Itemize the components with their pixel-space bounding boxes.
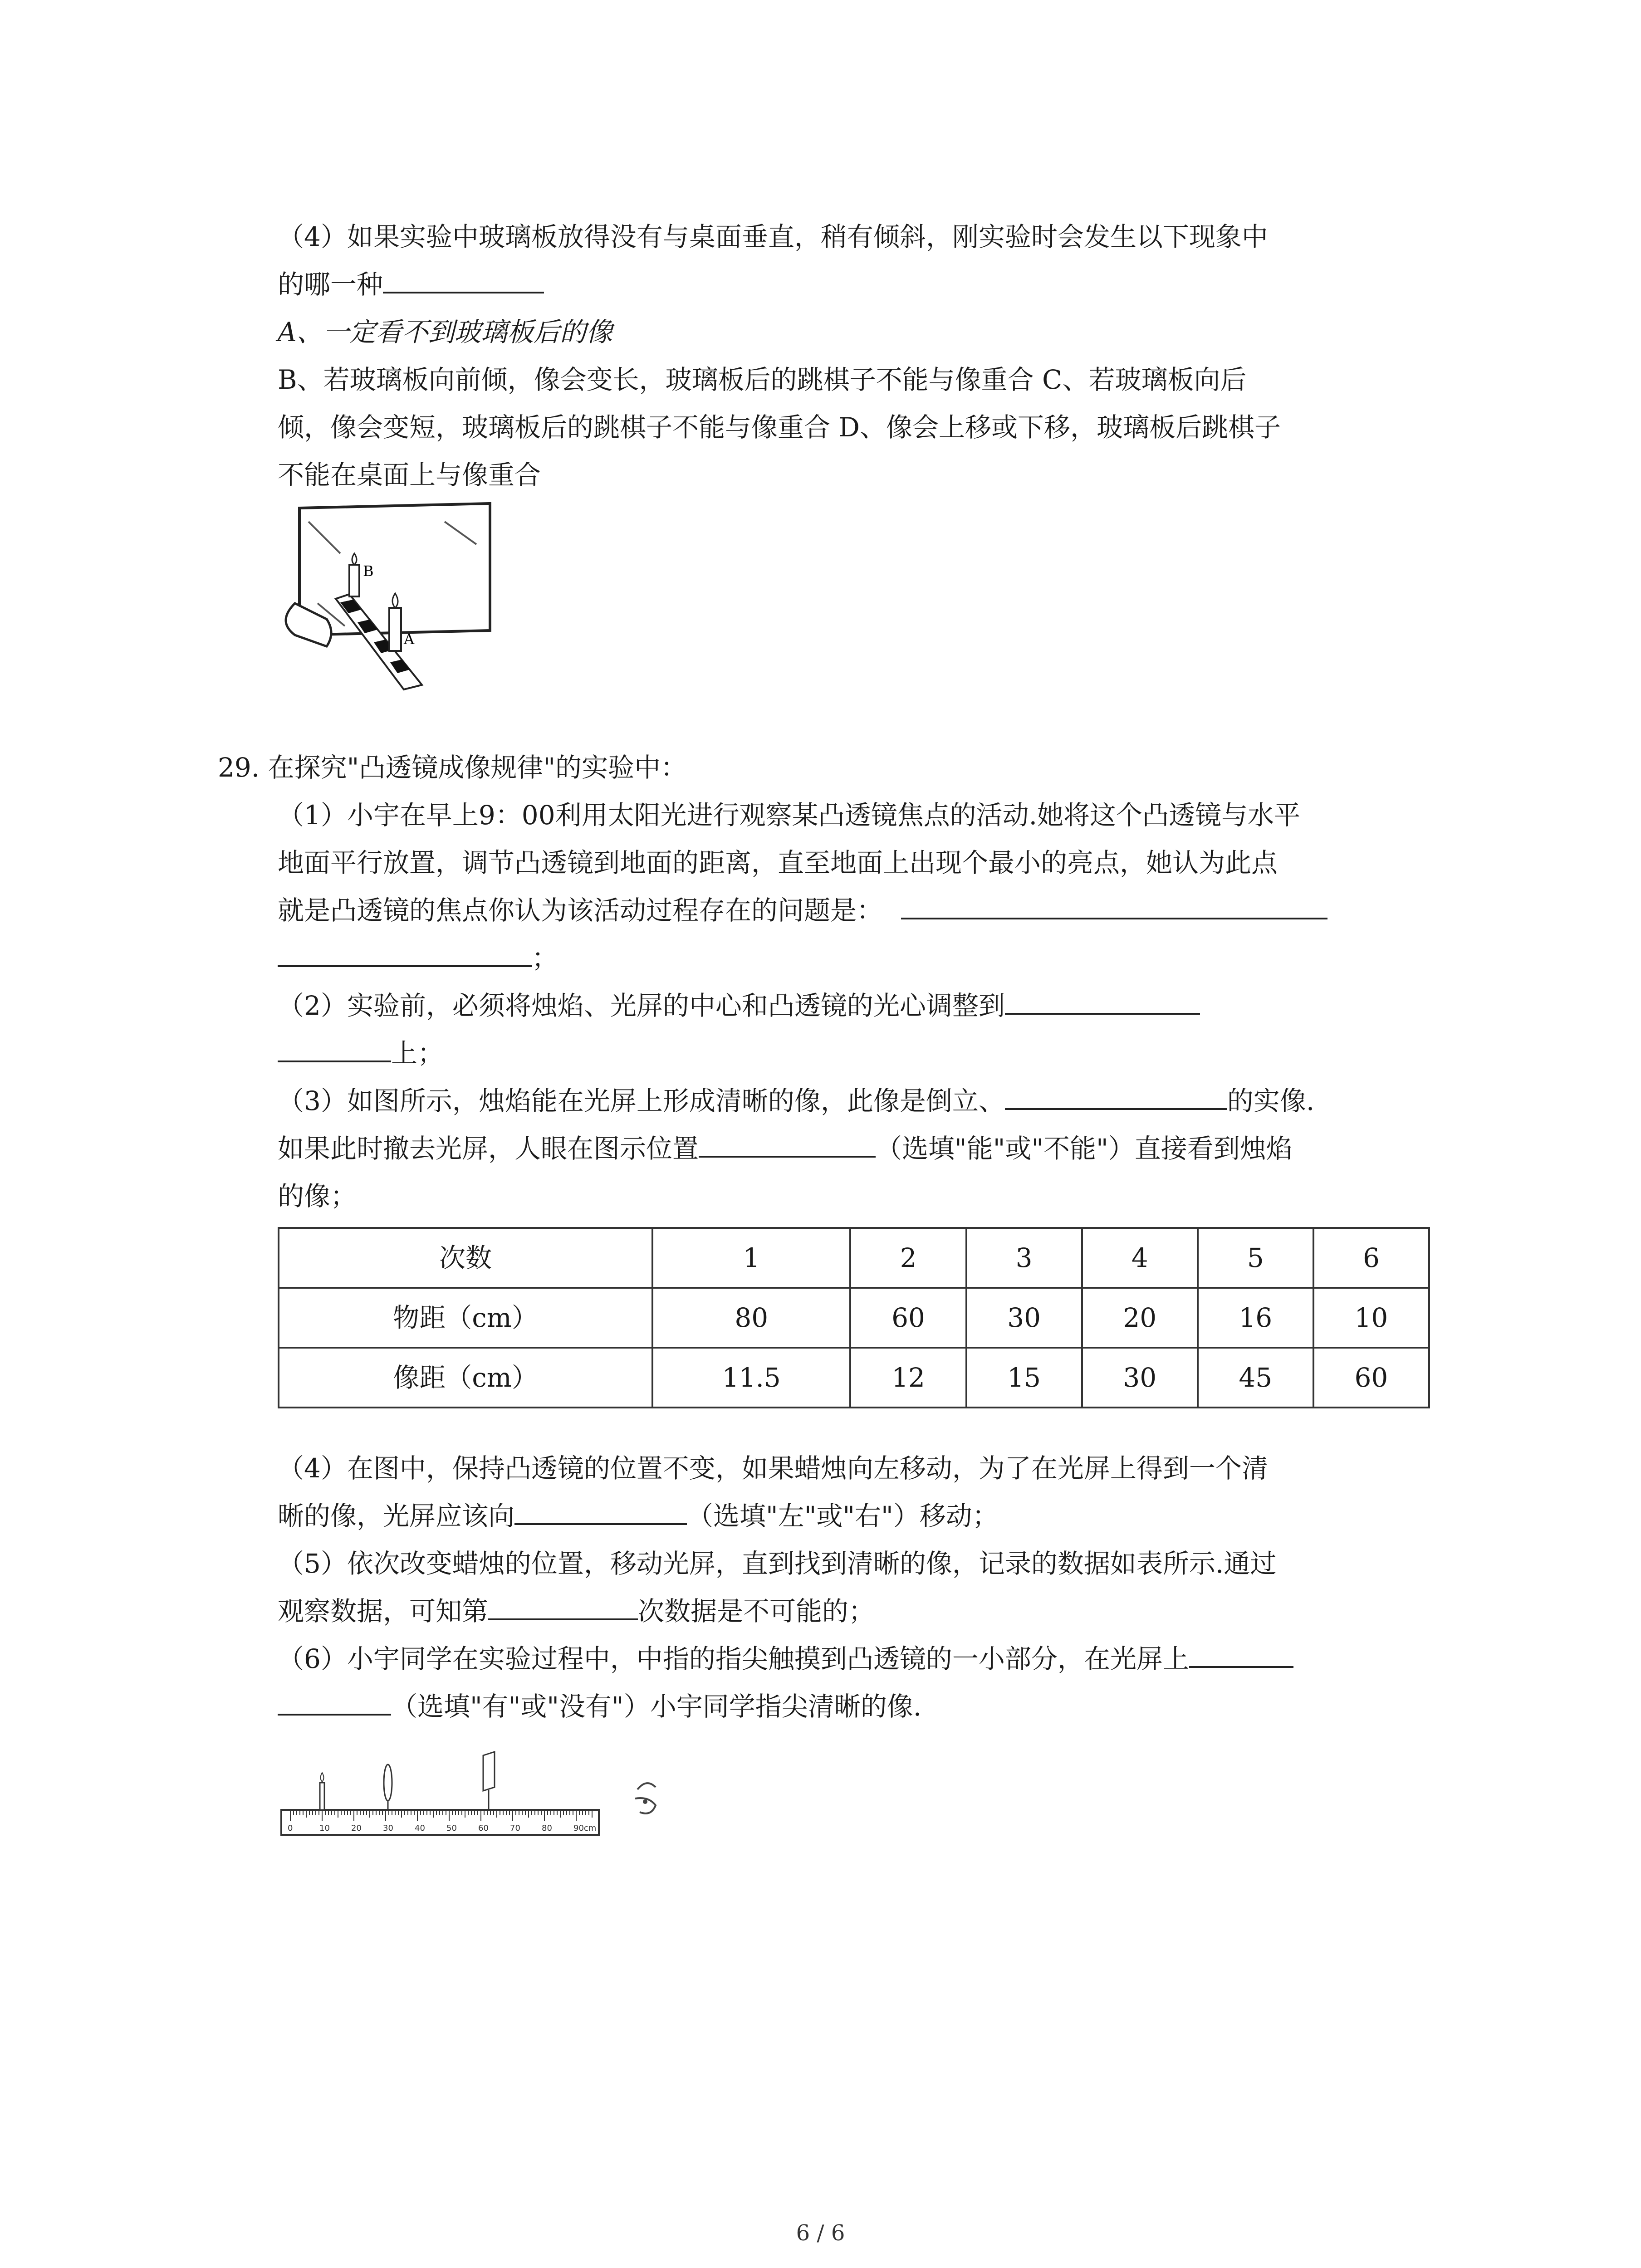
ruler-tick-label: 30 — [383, 1823, 393, 1833]
data-table — [278, 1227, 1430, 1408]
table-cell: 3 — [966, 1228, 1082, 1288]
q28-p4-line1: （4）如果实验中玻璃板放得没有与桌面垂直，稍有倾斜，刚实验时会发生以下现象中 — [278, 221, 1268, 252]
answer-blank — [383, 268, 544, 293]
q29-p1-line4 — [278, 934, 1439, 982]
table-cell: 1 — [652, 1228, 850, 1288]
q29-p4-line1: （4）在图中，保持凸透镜的位置不变，如果蜡烛向左移动，为了在光屏上得到一个清 — [278, 1453, 1268, 1484]
q29-p5-line2-a: 观察数据，可知第 — [278, 1596, 489, 1627]
ruler-tick-label: 90cm — [573, 1823, 597, 1833]
ruler-tick-label: 0 — [288, 1823, 293, 1833]
answer-blank — [278, 1690, 391, 1716]
answer-blank — [1189, 1642, 1293, 1668]
table-cell: 30 — [966, 1288, 1082, 1348]
table-row — [279, 1288, 1429, 1348]
table-cell: 30 — [1082, 1348, 1198, 1408]
q29-p3-line2-b: （选填"能"或"不能"）直接看到烛焰 — [876, 1133, 1293, 1164]
candle-a — [389, 593, 401, 651]
table-cell: 物距（cm） — [279, 1288, 652, 1348]
q29-p1-line2: 地面平行放置，调节凸透镜到地面的距离，直至地面上出现个最小的亮点，她认为此点 — [278, 847, 1278, 878]
q28-option-b-line3: 不能在桌面上与像重合 — [278, 459, 541, 490]
table-cell: 12 — [850, 1348, 966, 1408]
ruler-tick-label: 20 — [351, 1823, 362, 1833]
table-cell: 4 — [1082, 1228, 1198, 1288]
answer-blank — [1005, 1085, 1227, 1110]
answer-blank — [699, 1132, 876, 1158]
q29-p4-line2-b: （选填"左"或"右"）移动； — [687, 1501, 999, 1531]
answer-blank — [901, 894, 1327, 919]
answer-blank — [488, 1595, 638, 1620]
candle-b — [349, 553, 359, 596]
table-row — [279, 1348, 1429, 1408]
label-a: A — [404, 631, 415, 648]
q29-p1-line1: （1）小宇在早上9：00利用太阳光进行观察某凸透镜焦点的活动.她将这个凸透镜与水平 — [278, 800, 1301, 831]
table-cell: 20 — [1082, 1288, 1198, 1348]
q28-p4-line2 — [278, 261, 1439, 308]
q29-p3-line2 — [278, 1125, 1439, 1172]
q29-p5-line2 — [278, 1588, 1439, 1635]
table-cell: 次数 — [279, 1228, 652, 1288]
q29-p1-line3-text: 就是凸透镜的焦点你认为该活动过程存在的问题是： — [278, 895, 883, 926]
page-number: 6 / 6 — [796, 2220, 845, 2246]
table-cell: 6 — [1313, 1228, 1429, 1288]
q29-p2-line2 — [278, 1030, 1439, 1077]
ruler-tick-label: 50 — [446, 1823, 457, 1833]
q28-option-a: A、一定看不到玻璃板后的像 — [278, 317, 612, 347]
ruler-tick-label: 40 — [415, 1823, 425, 1833]
answer-blank — [278, 942, 532, 967]
q28-option-b-line1: B、若玻璃板向前倾，像会变长，玻璃板后的跳棋子不能与像重合 C、若玻璃板向后 — [278, 364, 1247, 395]
q29-p2-line1 — [278, 982, 1439, 1029]
q29-p3-line1 — [278, 1077, 1439, 1124]
label-b: B — [363, 562, 374, 580]
q29-p4-line2 — [278, 1492, 1439, 1540]
convex-lens — [384, 1765, 392, 1810]
table-cell: 16 — [1198, 1288, 1313, 1348]
answer-blank — [514, 1500, 687, 1525]
q29-heading: 29. 在探究"凸透镜成像规律"的实验中： — [218, 752, 687, 783]
answer-blank — [278, 1037, 391, 1062]
q29-p3-line2-a: 如果此时撤去光屏，人眼在图示位置 — [278, 1133, 699, 1164]
table-cell: 像距（cm） — [279, 1348, 652, 1408]
q29-p2-line1-text: （2）实验前，必须将烛焰、光屏的中心和凸透镜的光心调整到 — [278, 990, 1005, 1021]
q28-p4-line2-text: 的哪一种 — [278, 269, 383, 300]
q29-p3-line3: 的像； — [278, 1181, 357, 1212]
table-cell: 80 — [652, 1288, 850, 1348]
table-cell: 5 — [1198, 1228, 1313, 1288]
q29-p6-line2 — [278, 1683, 1439, 1730]
table-cell: 60 — [850, 1288, 966, 1348]
candle — [320, 1773, 324, 1810]
q29-p5-line2-b: 次数据是不可能的； — [638, 1596, 875, 1627]
q29-p6-line1 — [278, 1635, 1439, 1682]
table-cell: 10 — [1313, 1288, 1429, 1348]
q29-p6-line1-text: （6）小宇同学在实验过程中，中指的指尖触摸到凸透镜的一小部分，在光屏上 — [278, 1643, 1189, 1674]
q29-p3-line1-b: 的实像. — [1227, 1085, 1315, 1116]
q29-p1-line4-end: ； — [532, 943, 558, 973]
ruler-tick-label: 60 — [478, 1823, 489, 1833]
table-cell: 11.5 — [652, 1348, 850, 1408]
q29-p5-line1: （5）依次改变蜡烛的位置，移动光屏，直到找到清晰的像，记录的数据如表所示.通过 — [278, 1548, 1277, 1579]
table-cell: 60 — [1313, 1348, 1429, 1408]
glass-plate-figure — [272, 494, 499, 694]
q29-p3-line1-a: （3）如图所示，烛焰能在光屏上形成清晰的像，此像是倒立、 — [278, 1085, 1005, 1116]
eye-icon — [635, 1783, 656, 1813]
table-cell: 15 — [966, 1348, 1082, 1408]
q29-p2-line2-end: 上； — [391, 1038, 444, 1069]
ruler-tick-label: 70 — [510, 1823, 520, 1833]
answer-blank — [1005, 989, 1200, 1015]
ruler-tick-label: 10 — [319, 1823, 330, 1833]
table-cell: 45 — [1198, 1348, 1313, 1408]
optical-bench-figure — [277, 1751, 667, 1842]
table-cell: 2 — [850, 1228, 966, 1288]
q28-option-b-line2: 倾，像会变短，玻璃板后的跳棋子不能与像重合 D、像会上移或下移，玻璃板后跳棋子 — [278, 412, 1281, 443]
q29-p1-line3 — [278, 887, 1439, 934]
q29-p4-line2-a: 晰的像，光屏应该向 — [278, 1501, 515, 1531]
table-header-row — [279, 1228, 1429, 1288]
q29-p6-line2-b: （选填"有"或"没有"）小宇同学指尖清晰的像. — [391, 1691, 922, 1722]
light-screen — [483, 1752, 495, 1810]
ruler-tick-label: 80 — [542, 1823, 552, 1833]
